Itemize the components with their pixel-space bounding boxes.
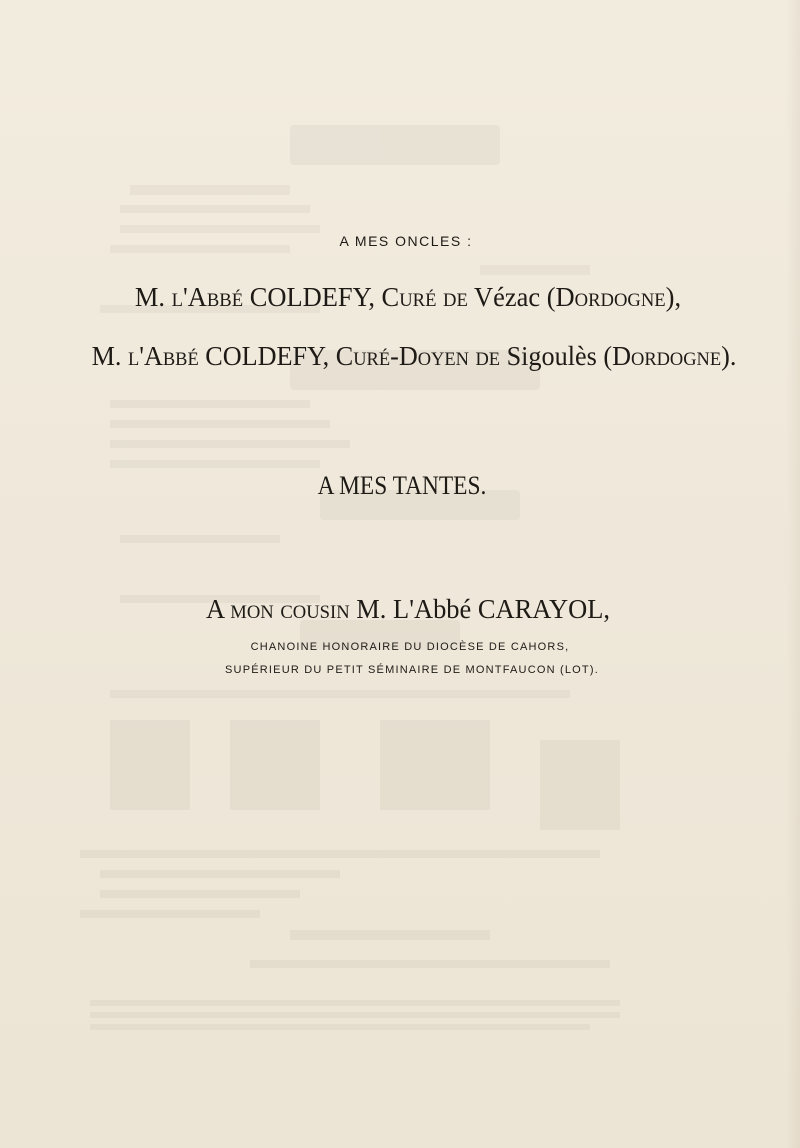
page-edge-shadow: [786, 0, 800, 1148]
cousin-prefix: A: [205, 594, 231, 624]
oncles-heading: A MES ONCLES :: [339, 233, 473, 249]
uncle-line-1: [16, 282, 800, 313]
uncle-1-prefix: M.: [134, 282, 172, 312]
uncle-1-region: Dordogne: [555, 282, 666, 312]
cousin-mid: M.: [349, 594, 394, 624]
tantes-heading: A MES TANTES.: [317, 471, 487, 500]
uncle-2-title: l'Abbé: [127, 341, 199, 371]
uncle-1-place: Vézac (: [467, 282, 556, 312]
cousin-role-canon: CHANOINE HONORAIRE DU DIOCÈSE DE CAHORS,: [250, 641, 570, 653]
uncle-line-2: [26, 341, 800, 372]
uncle-1-name: COLDEFY,: [243, 282, 382, 312]
cousin-line: [16, 594, 800, 625]
uncle-2-region: Dordogne: [612, 341, 722, 371]
uncle-1-title: l'Abbé: [171, 282, 244, 312]
uncle-1-role: Curé de: [381, 282, 468, 312]
uncle-2-place: Sigoulès (: [500, 341, 613, 371]
uncle-2-prefix: M.: [91, 341, 128, 371]
uncle-1-suffix: ),: [665, 282, 682, 312]
cousin-relation: mon cousin: [230, 594, 350, 624]
cousin-name: CARAYOL,: [471, 594, 610, 624]
uncle-2-role: Curé-Doyen de: [335, 341, 501, 371]
uncle-2-suffix: ).: [721, 341, 737, 371]
uncle-2-name: COLDEFY,: [198, 341, 336, 371]
cousin-title: L'Abbé: [393, 594, 472, 624]
cousin-role-superior: SUPÉRIEUR DU PETIT SÉMINAIRE DE MONTFAUCON (LOT).: [225, 664, 599, 676]
